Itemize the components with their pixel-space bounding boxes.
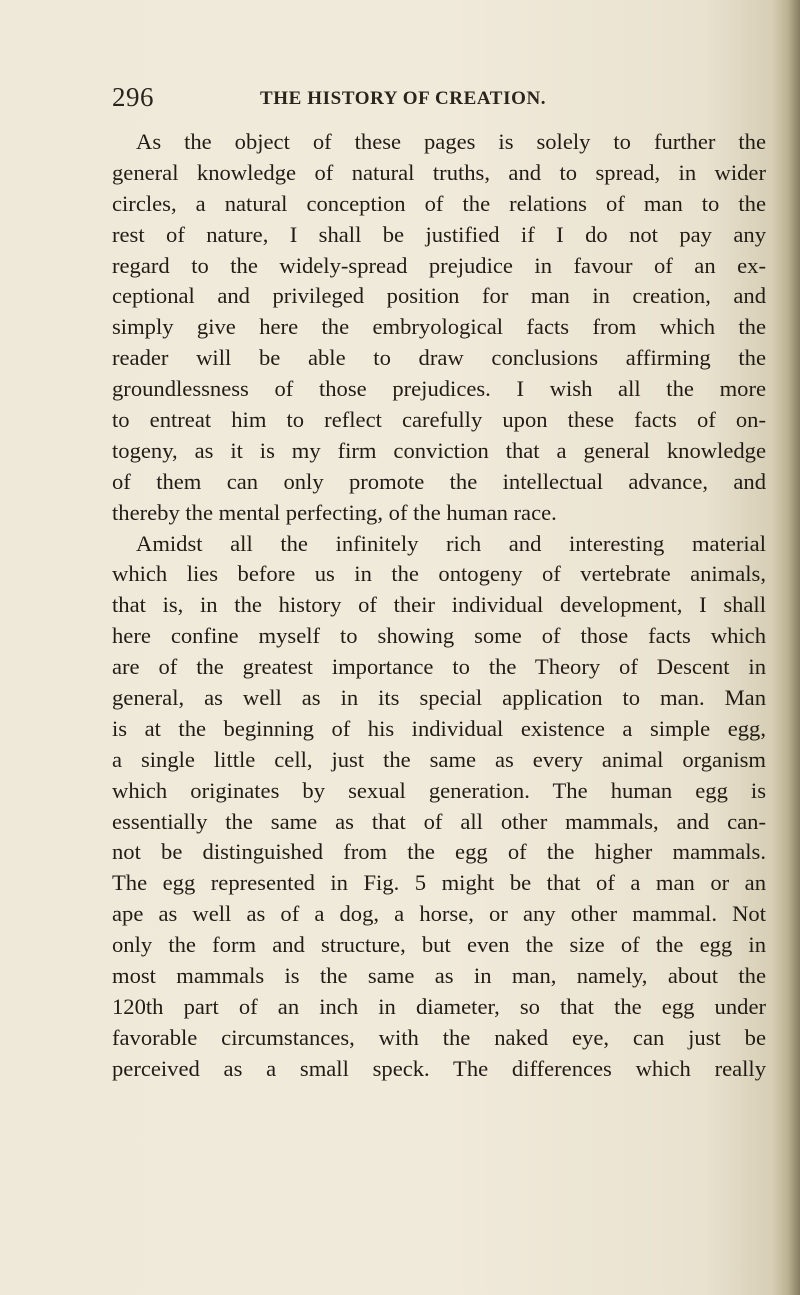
page-header xyxy=(112,82,612,122)
text-line: The egg represented in Fig. 5 might be that of a man or an xyxy=(112,870,766,896)
text-line: general, as well as in its special application to man. Man xyxy=(112,685,766,711)
text-line: here confine myself to showing some of those facts which xyxy=(112,623,766,649)
text-line: not be distinguished from the egg of the higher mammals. xyxy=(112,839,766,865)
text-line: is at the beginning of his individual existence a simple egg, xyxy=(112,715,766,741)
text-line: ceptional and privileged position for man in creation, and xyxy=(112,283,766,309)
text-line: which originates by sexual generation. The human egg is xyxy=(112,777,766,803)
body-text xyxy=(112,127,766,1085)
text-line: rest of nature, I shall be justified if I do not pay any xyxy=(112,221,766,247)
text-line: As the object of these pages is solely to further the xyxy=(136,129,766,154)
text-line: regard to the widely-spread prejudice in favour of an ex- xyxy=(112,252,766,278)
text-line: a single little cell, just the same as every animal organism xyxy=(112,746,766,772)
text-line: groundlessness of those prejudices. I wish all the more xyxy=(112,376,766,402)
text-line: which lies before us in the ontogeny of vertebrate animals, xyxy=(112,561,766,587)
text-line: are of the greatest importance to the Theory of Descent in xyxy=(112,654,766,680)
text-line: favorable circumstances, with the naked eye, can just be xyxy=(112,1024,766,1050)
text-line: 120th part of an inch in diameter, so that the egg under xyxy=(112,993,766,1019)
page-number: 296 xyxy=(112,82,154,112)
text-line: that is, in the history of their individual development, I shall xyxy=(112,592,766,618)
text-line: ape as well as of a dog, a horse, or any other mammal. Not xyxy=(112,901,766,927)
text-line: simply give here the embryological facts from which the xyxy=(112,314,766,340)
text-line: only the form and structure, but even the size of the egg in xyxy=(112,932,766,958)
text-line: thereby the mental perfecting, of the human race. xyxy=(112,499,557,525)
text-line: perceived as a small speck. The differences which really xyxy=(112,1055,766,1081)
running-head: THE HISTORY OF CREATION. xyxy=(260,88,547,109)
text-line: general knowledge of natural truths, and to spread, in wider xyxy=(112,159,766,185)
text-line: Amidst all the infinitely rich and interesting material xyxy=(136,530,766,556)
text-line: of them can only promote the intellectual advance, and xyxy=(112,468,766,494)
text-line: most mammals is the same as in man, namely, about the xyxy=(112,963,766,989)
text-line: to entreat him to reflect carefully upon these facts of on- xyxy=(112,407,766,433)
text-line: circles, a natural conception of the relations of man to the xyxy=(112,190,766,216)
text-line: togeny, as it is my firm conviction that a general knowledge xyxy=(112,437,766,463)
page-edge-shadow xyxy=(772,0,800,1295)
text-line: essentially the same as that of all other mammals, and can- xyxy=(112,808,766,834)
text-line: reader will be able to draw conclusions affirming the xyxy=(112,345,766,371)
